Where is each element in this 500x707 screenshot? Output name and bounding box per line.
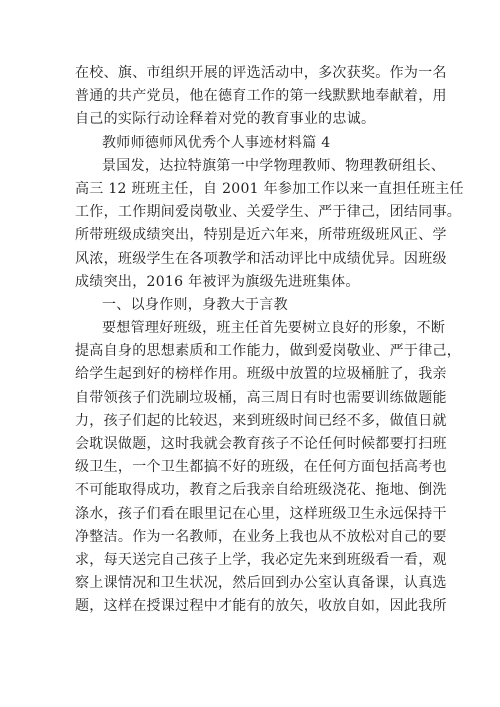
text-line: 普通的共产党员，他在德育工作的第一线默默地奉献着，用 <box>75 88 447 105</box>
text-line: 净整洁。作为一名教师，在业务上我也从不放松对自己的要 <box>75 528 447 545</box>
text-line: 风浓，班级学生在各项教学和活动评比中成绩优异。因班级 <box>75 250 447 267</box>
text-line: 成绩突出，2016 年被评为旗级先进班集体。 <box>75 273 360 290</box>
text-line: 提高自身的思想素质和工作能力，做到爱岗敬业、严于律己， <box>75 343 462 360</box>
document-page <box>75 62 464 619</box>
text-line: 题，这样在授课过程中才能有的放矢，收放自如，因此我所 <box>75 598 447 615</box>
paragraph <box>75 155 464 294</box>
text-line: 所带班级成绩突出，特别是近六年来，所带班级班风正、学 <box>75 227 447 244</box>
text-line: 会耽误做题，这时我就会教育孩子不论任何时候都要打扫班 <box>75 436 447 452</box>
text-line: 景国发，达拉特旗第一中学物理教师、物理教研组长、 <box>102 157 446 174</box>
text-line: 高三 12 班班主任，自 2001 年参加工作以来一直担任班主任 <box>75 180 464 197</box>
text-line: 涤水，孩子们看在眼里记在心里，这样班级卫生永远保持干 <box>75 505 447 522</box>
text-line: 要想管理好班级，班主任首先要树立良好的形象，不断 <box>102 320 446 337</box>
text-line: 级卫生，一个卫生都搞不好的班级，在任何方面包括高考也 <box>75 459 447 476</box>
subsection-heading-text: 一、以身作则，身教大于言教 <box>102 296 288 313</box>
text-line: 不可能取得成功，教育之后我亲自给班级浇花、拖地、倒洗 <box>75 482 447 499</box>
text-line: 自己的实际行动诠释着对党的教育事业的忠诚。 <box>75 111 376 128</box>
text-line: 自带领孩子们洗刷垃圾桶，高三周日有时也需要训练做题能 <box>75 389 447 406</box>
text-line: 力，孩子们起的比较迟，来到班级时间已经不多，做值日就 <box>75 412 447 429</box>
section-title-text: 教师师德师风优秀个人事迹材料篇 4 <box>102 134 331 151</box>
text-line: 给学生起到好的榜样作用。班级中放置的垃圾桶脏了，我亲 <box>75 366 447 383</box>
text-line: 求，每天送完自己孩子上学，我必定先来到班级看一看，观 <box>75 551 447 568</box>
text-line: 工作，工作期间爱岗敬业、关爱学生、严于律己，团结同事。 <box>75 204 462 221</box>
text-line: 察上课情况和卫生状况，然后回到办公室认真备课，认真选 <box>75 575 447 592</box>
section-title <box>75 132 430 155</box>
paragraph <box>75 317 462 618</box>
text-line: 在校、旗、市组织开展的评选活动中，多次获奖。作为一名 <box>75 65 447 81</box>
subsection-heading <box>75 294 430 317</box>
paragraph <box>75 62 447 132</box>
